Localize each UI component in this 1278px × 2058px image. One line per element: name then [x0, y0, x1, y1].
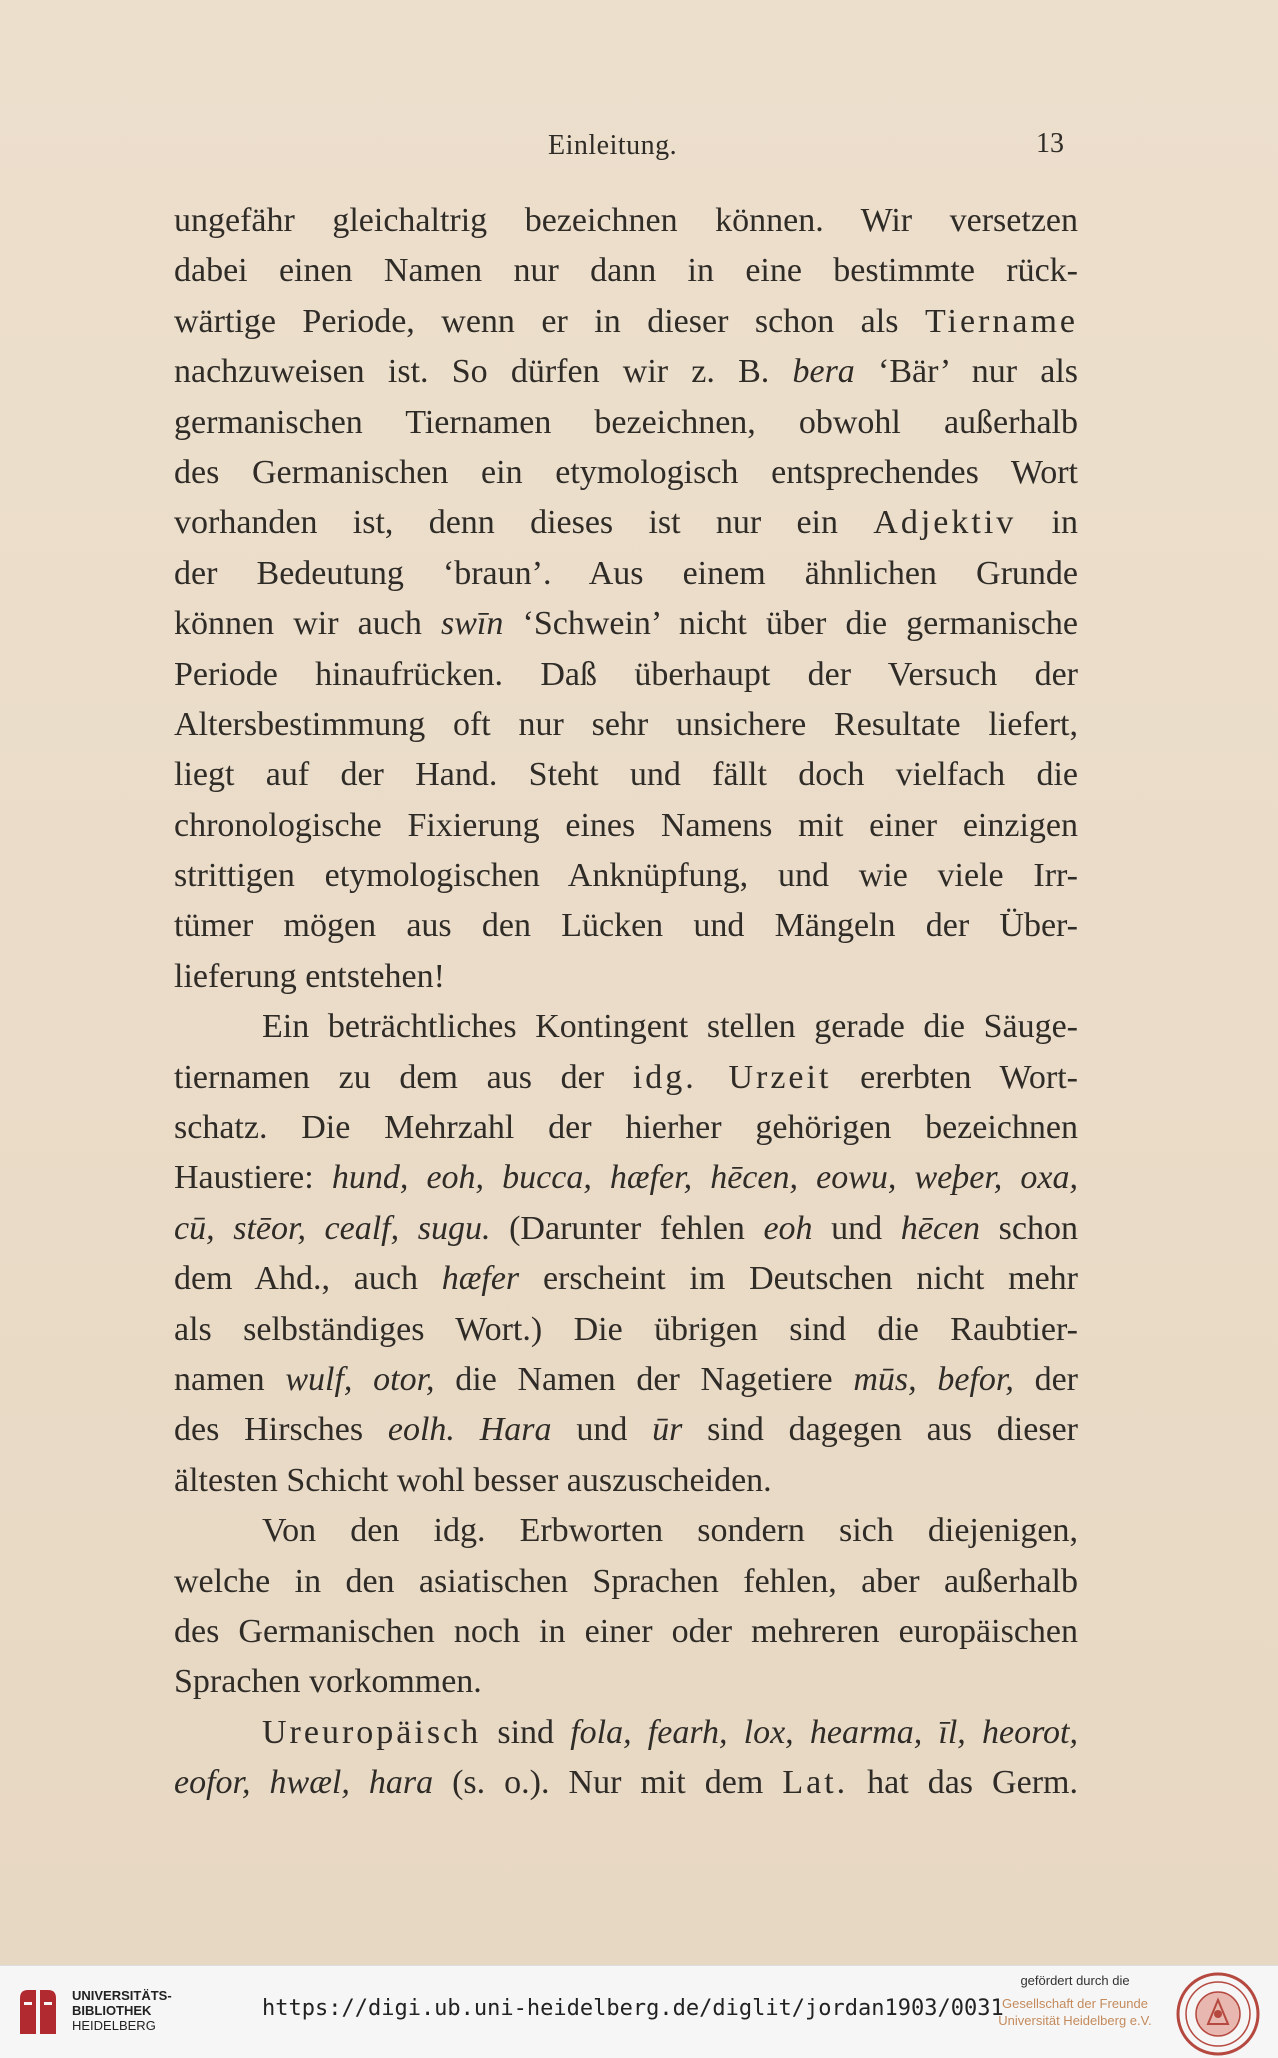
italic-term: hund, eoh, bucca, hæfer, hēcen, eowu, weþer, oxa,	[331, 1159, 1078, 1197]
text-line	[174, 1053, 1078, 1103]
text-line	[174, 801, 1078, 851]
text-run: chronologische Fixierung eines Namens mit einer einzigen	[174, 806, 1078, 844]
italic-term: mūs, befor,	[853, 1360, 1014, 1398]
text-line	[174, 1103, 1078, 1153]
sponsor-note	[985, 1972, 1165, 2029]
text-line	[174, 1456, 1078, 1506]
text-line	[174, 1607, 1078, 1657]
text-run: lieferung entstehen!	[174, 957, 445, 995]
text-run: Sprachen vorkommen.	[174, 1663, 482, 1701]
text-run: und	[551, 1411, 653, 1449]
text-run: Haustiere:	[174, 1159, 332, 1197]
university-library-name: UNIVERSITÄTS- BIBLIOTHEK HEIDELBERG	[72, 1988, 172, 2033]
university-library-logo-icon	[14, 1984, 62, 2040]
text-run: schon	[980, 1209, 1078, 1247]
italic-term: swīn	[441, 605, 504, 643]
text-line	[174, 1405, 1078, 1455]
running-head-title: Einleitung.	[548, 130, 678, 161]
text-line	[174, 650, 1078, 700]
text-run: ererbten Wort-	[831, 1058, 1078, 1096]
text-run: wärtige Periode, wenn er in dieser schon als	[174, 302, 925, 340]
text-line	[174, 901, 1078, 951]
text-run: Ein beträchtliches Kontingent stellen gerade die Säuge-	[262, 1008, 1078, 1046]
text-line	[174, 297, 1078, 347]
italic-term: wulf, otor,	[285, 1360, 435, 1398]
body-text	[174, 196, 1078, 1809]
text-line	[174, 246, 1078, 296]
spaced-term: Lat.	[782, 1764, 849, 1802]
text-run: erscheint im Deutschen nicht mehr	[519, 1260, 1078, 1298]
italic-term: eolh. Hara	[387, 1411, 552, 1449]
text-run: ‘Schwein’ nicht über die germanische	[503, 605, 1078, 643]
text-line	[174, 398, 1078, 448]
text-line	[174, 448, 1078, 498]
text-run: Von den idg. Erbworten sondern sich diejenigen,	[262, 1512, 1078, 1550]
text-run: vorhanden ist, denn dieses ist nur ein	[174, 504, 874, 542]
text-run: sind	[481, 1713, 571, 1751]
text-run: der	[1013, 1360, 1078, 1398]
text-line	[174, 498, 1078, 548]
spaced-term: Adjektiv	[873, 504, 1017, 542]
spaced-term: Ureuropäisch	[262, 1713, 482, 1751]
text-run: ungefähr gleichaltrig bezeichnen können. Wir versetzen	[174, 202, 1078, 239]
text-run: des Hirsches	[174, 1411, 388, 1449]
text-run: dabei einen Namen nur dann in eine bestimmte rück-	[174, 252, 1078, 290]
text-run: sind dagegen aus dieser	[682, 1411, 1078, 1449]
text-line	[174, 196, 1078, 246]
text-run: die Namen der Nagetiere	[434, 1360, 854, 1398]
italic-term: cū, stēor, cealf, sugu.	[174, 1209, 491, 1247]
permalink[interactable]: https://digi.ub.uni-heidelberg.de/diglit/jordan1903/0031	[262, 1996, 1004, 2021]
text-run: in	[1016, 504, 1078, 542]
spaced-term: Tiername	[924, 302, 1078, 340]
italic-term: hēcen	[900, 1209, 981, 1247]
italic-term: ūr	[652, 1411, 683, 1449]
text-run: ältesten Schicht wohl besser auszuscheiden.	[174, 1461, 772, 1499]
text-line	[174, 1708, 1078, 1758]
page-number: 13	[1036, 128, 1064, 159]
running-head	[0, 128, 1278, 168]
italic-term: eofor, hwæl, hara	[174, 1764, 434, 1802]
university-seal-icon	[1176, 1972, 1260, 2056]
text-line	[174, 549, 1078, 599]
text-run: des Germanischen noch in einer oder mehreren europäischen	[174, 1612, 1078, 1650]
text-run: schatz. Die Mehrzahl der hierher gehörigen bezeichnen	[174, 1109, 1078, 1147]
italic-term: bera	[792, 353, 855, 391]
text-line	[174, 1355, 1078, 1405]
text-run: Periode hinaufrücken. Daß überhaupt der Versuch der	[174, 655, 1078, 693]
text-line	[174, 1657, 1078, 1707]
text-run: Altersbestimmung oft nur sehr unsichere Resultate liefert,	[174, 705, 1078, 743]
text-run: nachzuweisen ist. So dürfen wir z. B.	[174, 353, 793, 391]
sponsor-name-line-1: Gesellschaft der Freunde	[1002, 1996, 1148, 2011]
italic-term: eoh	[763, 1209, 813, 1247]
text-run: germanischen Tiernamen bezeichnen, obwohl außerhalb	[174, 403, 1078, 441]
text-line	[174, 851, 1078, 901]
text-run: namen	[174, 1360, 286, 1398]
text-line	[174, 700, 1078, 750]
text-run: und	[812, 1209, 901, 1247]
sponsor-by-label: gefördert durch die	[1020, 1973, 1130, 1988]
text-run: tiernamen zu dem aus der	[174, 1058, 633, 1096]
text-line	[174, 952, 1078, 1002]
text-line	[174, 1254, 1078, 1304]
footer-bar	[0, 1965, 1278, 2058]
sponsor-name-line-2: Universität Heidelberg e.V.	[998, 2013, 1152, 2028]
text-run: strittigen etymologischen Anknüpfung, und wie viele Irr-	[174, 857, 1078, 895]
text-line	[174, 750, 1078, 800]
text-line	[174, 599, 1078, 649]
text-run: ‘Bär’ nur als	[854, 353, 1078, 391]
text-line	[174, 1305, 1078, 1355]
text-run: der Bedeutung ‘braun’. Aus einem ähnlichen Grunde	[174, 554, 1078, 592]
text-run: hat das Germ.	[848, 1764, 1078, 1802]
text-line	[174, 1204, 1078, 1254]
text-run: liegt auf der Hand. Steht und fällt doch vielfach die	[174, 756, 1078, 794]
text-run: können wir auch	[174, 605, 441, 643]
italic-term: fola, fearh, lox, hearma, īl, heorot,	[570, 1713, 1079, 1751]
text-line	[174, 1002, 1078, 1052]
spaced-term: idg. Urzeit	[632, 1058, 832, 1096]
text-line	[174, 1557, 1078, 1607]
text-line	[174, 1758, 1078, 1808]
italic-term: hæfer	[441, 1260, 520, 1298]
text-run: des Germanischen ein etymologisch entsprechendes Wort	[174, 453, 1078, 491]
text-run: (Darunter fehlen	[490, 1209, 764, 1247]
text-run: als selbständiges Wort.) Die übrigen sind die Raubtier-	[174, 1310, 1078, 1348]
text-run: (s. o.). Nur mit dem	[433, 1764, 783, 1802]
text-run: tümer mögen aus den Lücken und Mängeln der Über-	[174, 907, 1078, 945]
text-line	[174, 1153, 1078, 1203]
text-line	[174, 347, 1078, 397]
text-run: welche in den asiatischen Sprachen fehlen, aber außerhalb	[174, 1562, 1078, 1600]
text-run: dem Ahd., auch	[174, 1260, 442, 1298]
text-line	[174, 1506, 1078, 1556]
